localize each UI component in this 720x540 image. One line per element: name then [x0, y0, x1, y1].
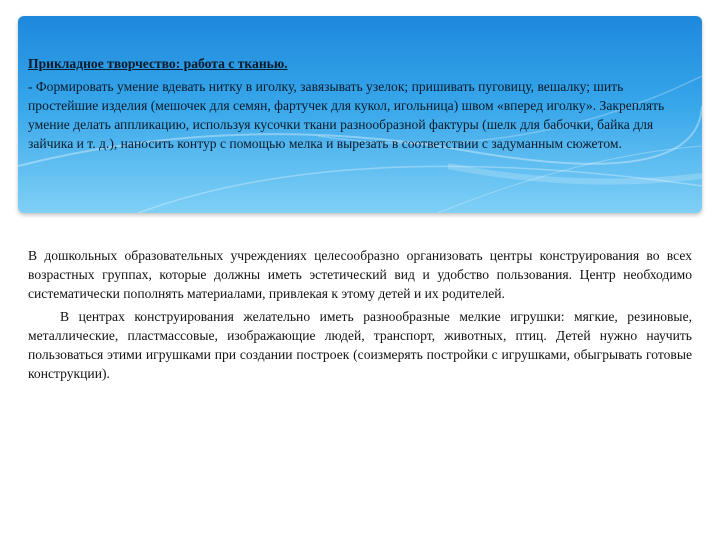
main-text-block — [28, 246, 692, 387]
paragraph-2: В центрах конструирования желательно иметь разнообразные мелкие игрушки: мягкие, резиновые, металлические, пластмассовые, изображающие людей, транспорт, животных, птиц. Детей нужно научить пользоваться этими игрушками при создании построек (соизмерять постройки с игрушками, обыгрывать готовые конструкции). — [28, 309, 692, 381]
header-text-block — [28, 54, 678, 153]
header-title: Прикладное творчество: работа с тканью. — [28, 56, 288, 71]
paragraph-1: В дошкольных образовательных учреждениях целесообразно организовать центры конструирования во всех возрастных группах, которые должны иметь эстетический вид и удобство пользования. Центр необходимо систематически пополнять материалами, привлекая к этому детей и их родителей. — [28, 248, 692, 301]
header-banner — [18, 16, 702, 213]
header-body: - Формировать умение вдевать нитку в иголку, завязывать узелок; пришивать пуговицу, вешалку; шить простейшие изделия (мешочек для семян, фартучек для кукол, игольница) швом «вперед иголку». Закреплять умение делать аппликацию, используя кусочки ткани разнообразной фактуры (шелк для бабочки, байка для зайчика и т. д.), наносить контур с помощью мелка и вырезать в соответствии с задуманным сюжетом. — [28, 79, 665, 151]
